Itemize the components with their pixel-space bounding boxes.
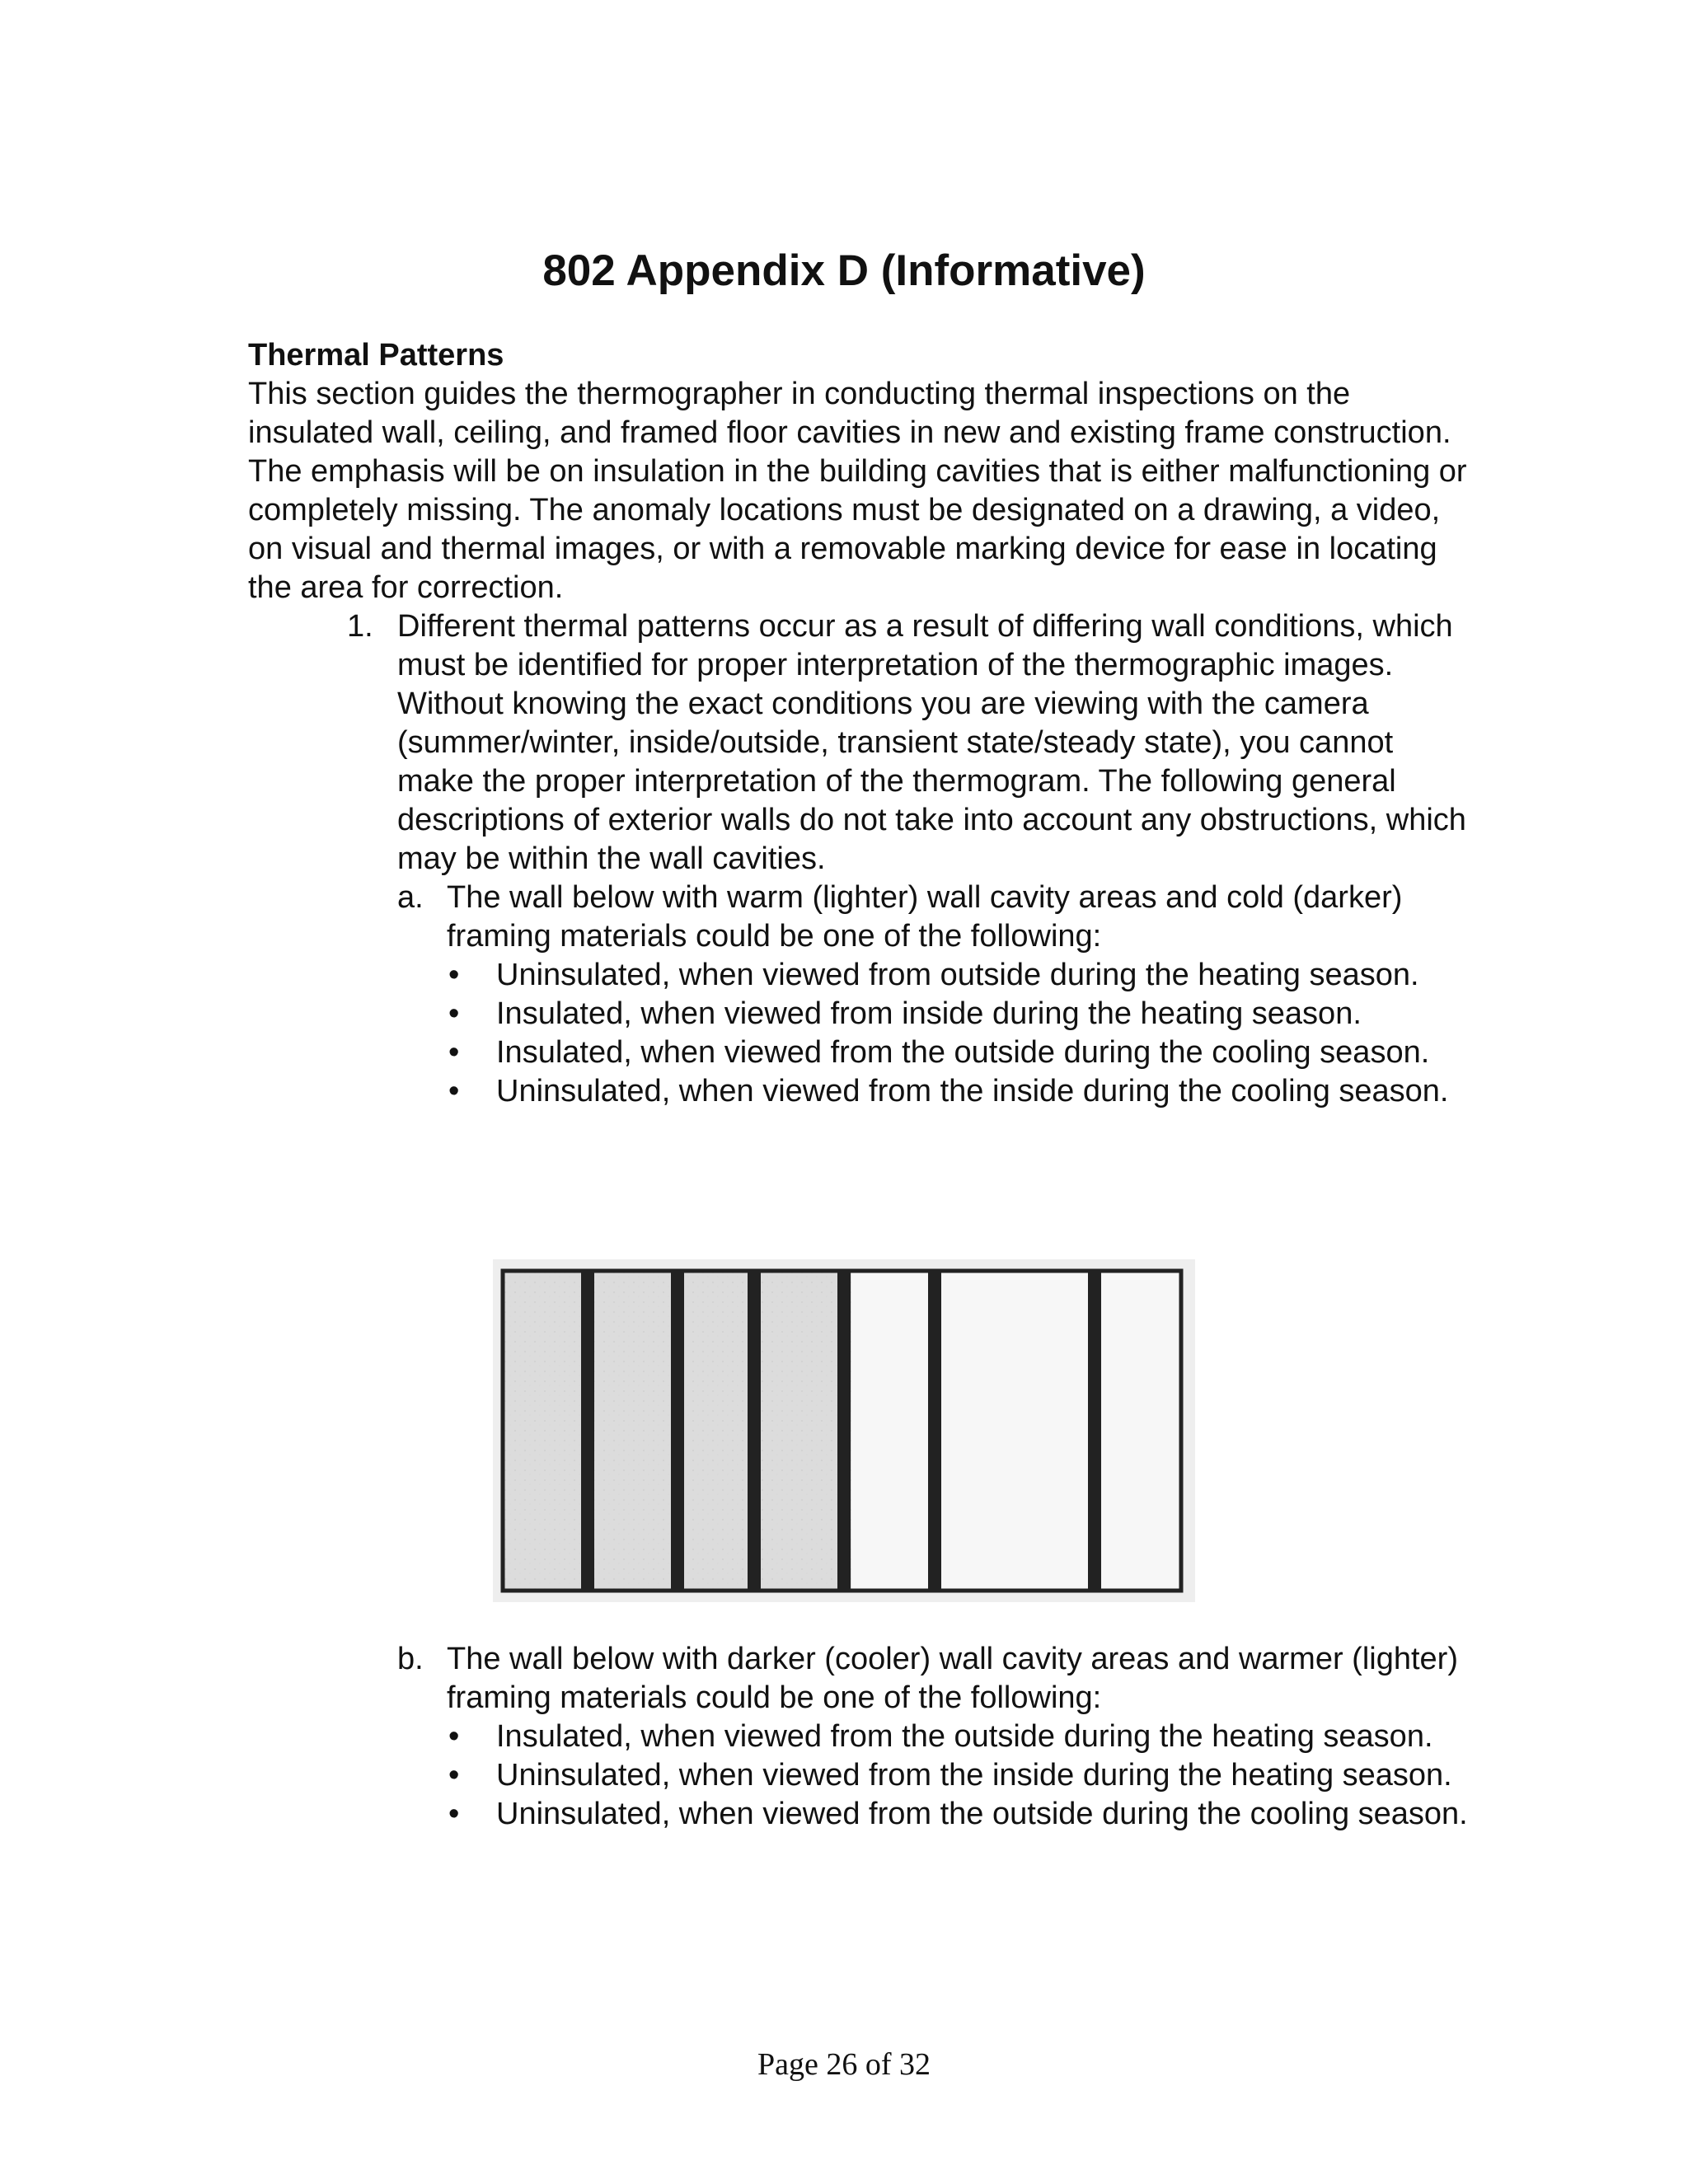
bullet-icon: • — [448, 996, 460, 1031]
bullet-icon: • — [448, 958, 460, 992]
numbered-item-1 — [347, 607, 1468, 1111]
section-heading: Thermal Patterns — [248, 338, 504, 373]
bullet-text: Insulated, when viewed from inside during the heating season. — [496, 996, 1362, 1031]
list-item — [448, 1033, 1468, 1072]
bullet-text: Uninsulated, when viewed from the outside during the cooling season. — [496, 1797, 1468, 1831]
stud — [581, 1271, 594, 1591]
sub-item-b-bullets — [448, 1718, 1469, 1834]
bullet-icon: • — [448, 1074, 460, 1108]
list-item — [448, 1718, 1469, 1756]
page-title: 802 Appendix D (Informative) — [542, 246, 1146, 295]
bullet-text: Uninsulated, when viewed from the inside during the cooling season. — [496, 1074, 1449, 1108]
cavity-light-region — [851, 1271, 1181, 1591]
body-text — [248, 336, 1468, 1111]
list-item — [448, 1795, 1469, 1834]
sub-item-a-text: The wall below with warm (lighter) wall cavity areas and cold (darker) framing materials could be one of the following: — [447, 880, 1403, 954]
sub-item-a-bullets — [448, 956, 1468, 1111]
stud — [837, 1271, 851, 1591]
bullet-icon: • — [448, 1797, 460, 1831]
sub-item-a-marker: a. — [397, 880, 424, 915]
list-item — [448, 995, 1468, 1033]
sub-item-b — [397, 1640, 1469, 1834]
sub-item-b-content — [397, 1640, 1469, 1834]
sub-item-b-marker: b. — [397, 1642, 424, 1676]
sub-item-a — [397, 879, 1468, 1111]
list-item — [448, 1072, 1468, 1111]
stud — [748, 1271, 761, 1591]
sub-item-b-text: The wall below with darker (cooler) wall cavity areas and warmer (lighter) framing materials could be one of the following: — [447, 1642, 1458, 1715]
thermogram-wall-image — [493, 1259, 1195, 1602]
stud — [928, 1271, 941, 1591]
item-1-marker: 1. — [347, 609, 373, 644]
list-item — [448, 956, 1468, 995]
list-item — [448, 1756, 1469, 1795]
bullet-icon: • — [448, 1758, 460, 1793]
stud — [671, 1271, 684, 1591]
thermogram-figure-warm-cavities — [493, 1259, 1195, 1602]
intro-paragraph: This section guides the thermographer in conducting thermal inspections on the insulated wall, ceiling, and framed floor cavities in new and existing frame construction. The emphasis will be on insulation in the building cavities that is either malfunctioning or completely missing. The anomaly locations must be designated on a drawing, a video, on visual and thermal images, or with a removable marking device for ease in locating the area for correction. — [248, 377, 1467, 605]
bullet-text: Uninsulated, when viewed from outside during the heating season. — [496, 958, 1419, 992]
bullet-text: Uninsulated, when viewed from the inside during the heating season. — [496, 1758, 1452, 1793]
item-1-text: Different thermal patterns occur as a result of differing wall conditions, which must be identified for proper interpretation of the thermographic images. Without knowing the exact conditions you are viewing with the camera (summer/winter, inside/outside, transient state/steady state), you cannot make the proper interpretation of the thermogram. The following general descriptions of exterior walls do not take into account any obstructions, which may be within the wall cavities. — [397, 609, 1466, 876]
stud — [1088, 1271, 1101, 1591]
bullet-text: Insulated, when viewed from the outside during the cooling season. — [496, 1035, 1430, 1070]
page-number-footer: Page 26 of 32 — [757, 2047, 931, 2082]
bullet-icon: • — [448, 1719, 460, 1754]
bullet-icon: • — [448, 1035, 460, 1070]
bullet-text: Insulated, when viewed from the outside during the heating season. — [496, 1719, 1433, 1754]
